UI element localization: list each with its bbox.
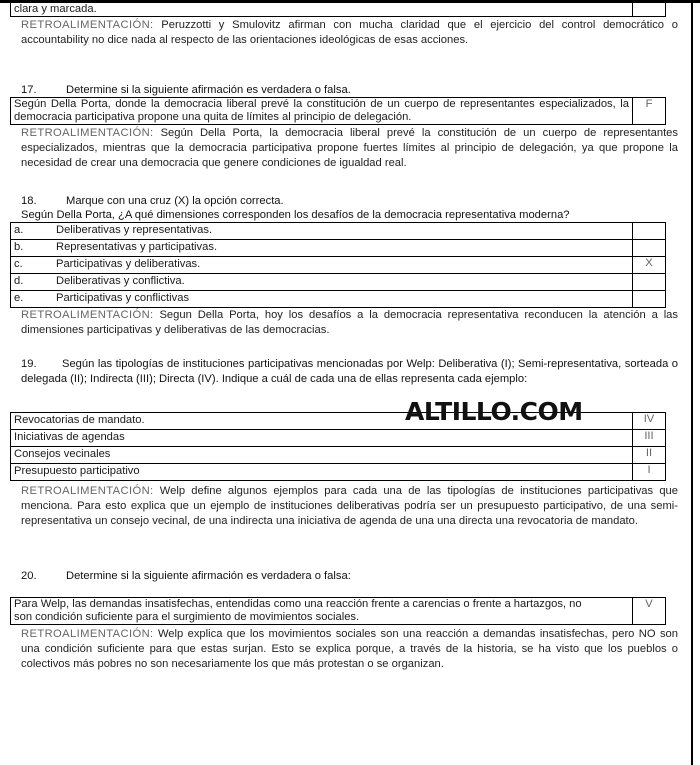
q18-option-d-mark [633,274,666,291]
q19-row: Iniciativas de agendas III [11,430,666,447]
q17-prompt: Determine si la siguiente afirmación es verdadera o falsa. [66,84,351,96]
q20-statement-box [10,597,666,625]
q18-option-b-mark [633,240,666,257]
q18-prompt: Marque con una cruz (X) la opción correcta. [66,195,284,207]
q19-feedback: RETROALIMENTACIÓN: Welp define algunos ejemplos para cada una de las tipologías de instituciones participativas que menciona. Para esto explica que un ejemplo de instituciones deliberativas podría ser un presupuesto participativo, de una semi-representativa un consejo vecinal, de una indirecta una iniciativa de agenda de una una directa una revocatoria de mandato. [21,485,678,527]
q20-answer: V [633,598,666,625]
q20-feedback: RETROALIMENTACIÓN: Welp explica que los movimientos sociales son una reacción a demandas insatisfechas, pero NO son una condición suficiente para que estas surjan. Esto se explica porque, a través de la historia, se ha visto que los pueblos o colectivos más pobres no son necesariamente los que más protestan o se organizan. [21,628,678,670]
q17-heading [21,83,671,98]
q19-number: 19. [21,358,37,370]
q18-option-d: d. Deliberativas y conflictiva. [11,274,666,291]
q17-statement-box [10,97,666,125]
q18-option-a: a. Deliberativas y representativas. [11,223,666,240]
right-border [691,0,693,765]
q16-statement-box [10,3,666,17]
q19-row-answer: II [633,447,666,464]
q17-answer: F [633,98,666,125]
q19-row-answer: III [633,430,666,447]
q20-heading [21,569,671,584]
q19-row: Consejos vecinales II [11,447,666,464]
q16-feedback: RETROALIMENTACIÓN: Peruzzotti y Smulovitz afirman con mucha claridad que el ejercicio del control democrático o accountability no dice nada al respecto de las orientaciones ideológicas de esas acciones. [21,19,678,46]
q18-option-a-mark [633,223,666,240]
q17-number: 17. [21,84,37,96]
q18-question: Según Della Porta, ¿A qué dimensiones corresponden los desafíos de la democracia representativa moderna? [21,209,570,221]
q19-row: Presupuesto participativo I [11,464,666,481]
q18-option-b: b. Representativas y participativas. [11,240,666,257]
q17-feedback: RETROALIMENTACIÓN: Según Della Porta, la democracia liberal prevé la constitución de un cuerpo de representantes especializados, mientras que la democracia participativa propone fuertes límites al principio de delegación, ya que propone la necesidad de crear una democracia que genere condiciones de igualdad real. [21,127,678,169]
q18-options-table [10,222,666,308]
q18-option-c-mark: X [633,257,666,274]
q17-statement: Según Della Porta, donde la democracia liberal prevé la constitución de un cuerpo de representantes especializados, la democracia participativa propone una quita de límites al principio de delegación. [11,98,633,125]
q20-prompt: Determine si la siguiente afirmación es verdadera o falsa: [66,570,351,582]
q20-statement: Para Welp, las demandas insatisfechas, entendidas como una reacción frente a carencias o frente a hartazgos, no son condición suficiente para el surgimiento de movimientos sociales. [11,598,633,625]
q20-number: 20. [21,570,37,582]
q18-number: 18. [21,195,37,207]
q16-statement-tail: clara y marcada. [11,3,633,17]
q18-heading [21,194,671,209]
altillo-watermark: ALTILLO.COM [405,397,583,426]
q19-prompt: Según las tipologías de instituciones participativas mencionadas por Welp: Deliberativa (I); Semi-representativa, sorteada o delegada (II); Indirecta (III); Directa (IV). Indique a cuál de cada una de ellas representa cada ejemplo: [21,358,678,385]
q18-option-e-mark [633,291,666,308]
q19-row-answer: I [633,464,666,481]
q19-row: Revocatorias de mandato. IV [11,413,666,430]
q19-heading [21,357,678,387]
q18-option-e: e. Participativas y conflictivas [11,291,666,308]
q19-row-answer: IV [633,413,666,430]
q18-feedback: RETROALIMENTACIÓN: Segun Della Porta, hoy los desafíos a la democracia representativa reconducen la atención a las dimensiones participativas y deliberativas de las democracias. [21,309,678,336]
q16-answer-cell [633,3,666,17]
q18-option-c: c. Participativas y deliberativas. X [11,257,666,274]
